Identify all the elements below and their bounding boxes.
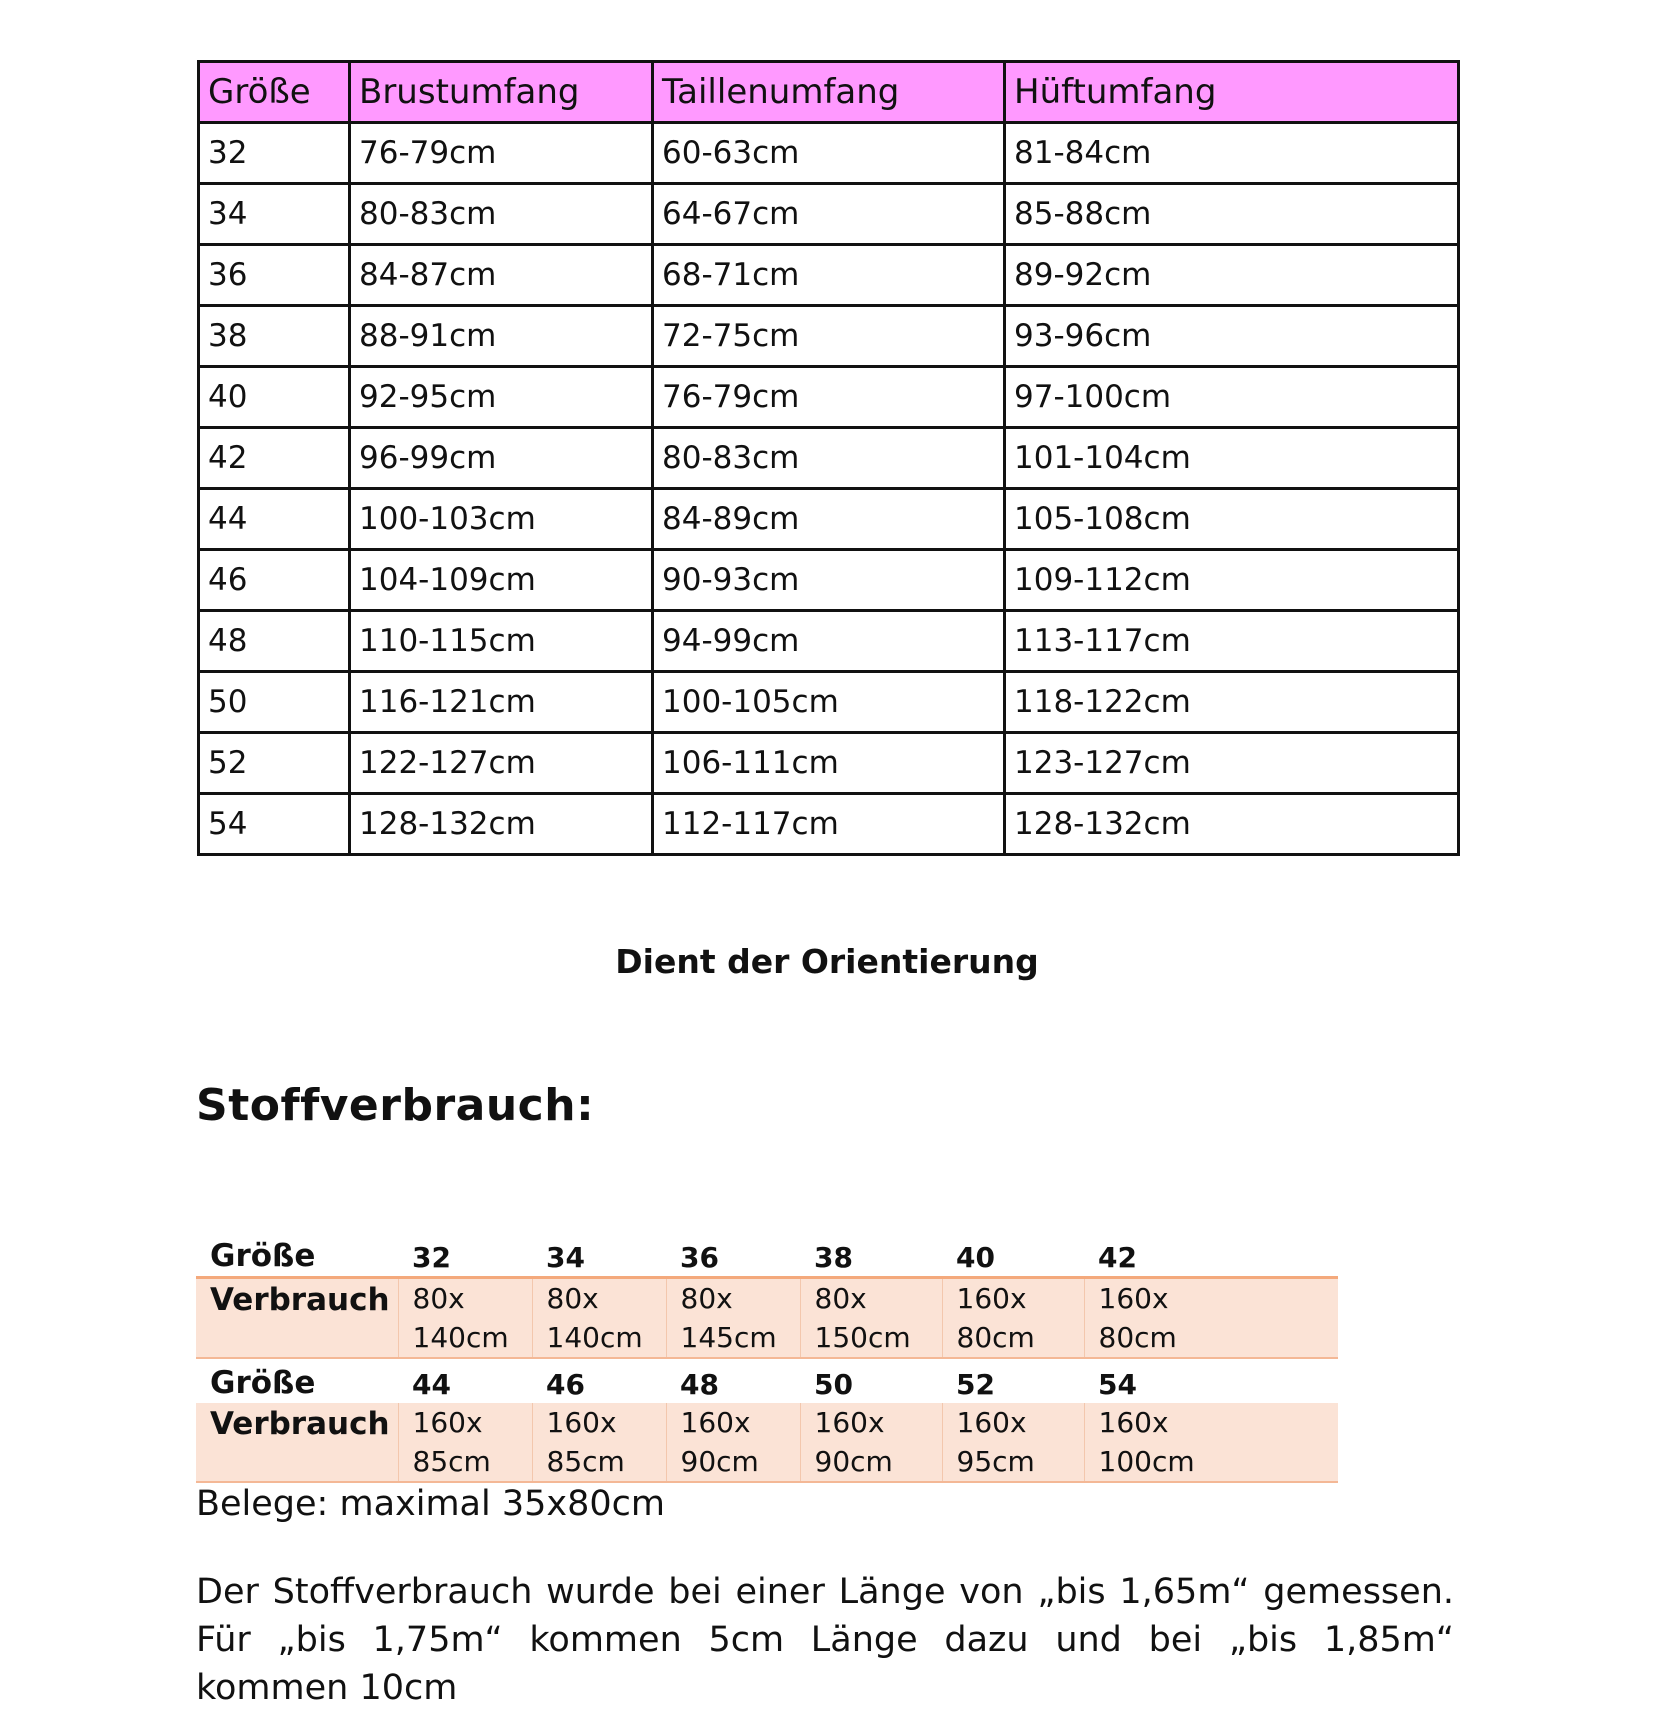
fabric-section-title: Stoffverbrauch:: [196, 1080, 595, 1131]
cell-bust: 116-121cm: [350, 672, 653, 733]
cell-bust: 84-87cm: [350, 245, 653, 306]
fabric-usage-value: [942, 1278, 1084, 1359]
fabric-usage-length: 85cm: [412, 1445, 491, 1478]
size-chart-row: [199, 489, 1459, 550]
fabric-usage-length: 100cm: [1098, 1445, 1195, 1478]
cell-bust: 110-115cm: [350, 611, 653, 672]
fabric-size-value: 54: [1098, 1368, 1137, 1401]
fabric-usage-length: 145cm: [680, 1321, 777, 1354]
cell-waist: 68-71cm: [653, 245, 1005, 306]
fabric-size-value: 32: [398, 1232, 532, 1278]
cell-size: 40: [199, 367, 350, 428]
fabric-usage-value: [1084, 1278, 1338, 1359]
fabric-usage-width: 80x: [680, 1282, 733, 1315]
size-chart-row: [199, 550, 1459, 611]
cell-bust: 96-99cm: [350, 428, 653, 489]
cell-hip: 118-122cm: [1005, 672, 1459, 733]
cell-size: 36: [199, 245, 350, 306]
fabric-usage-length: 90cm: [680, 1445, 759, 1478]
fabric-size-value: 34: [532, 1232, 666, 1278]
fabric-usage-length: 85cm: [546, 1445, 625, 1478]
fabric-size-value: 38: [800, 1232, 942, 1278]
fabric-size-value: 46: [546, 1368, 585, 1401]
cell-waist: 72-75cm: [653, 306, 1005, 367]
cell-hip: 128-132cm: [1005, 794, 1459, 855]
fabric-usage-width: 160x: [1098, 1282, 1169, 1315]
cell-size: 46: [199, 550, 350, 611]
fabric-usage-table: [196, 1232, 1338, 1483]
size-chart-row: [199, 123, 1459, 184]
cell-bust: 100-103cm: [350, 489, 653, 550]
fabric-usage-width: 80x: [546, 1282, 599, 1315]
size-chart-row: [199, 672, 1459, 733]
fabric-usage-length: 140cm: [412, 1321, 509, 1354]
fabric-usage-width: 80x: [412, 1282, 465, 1315]
fabric-usage-value: [532, 1278, 666, 1359]
cell-bust: 128-132cm: [350, 794, 653, 855]
cell-bust: 76-79cm: [350, 123, 653, 184]
fabric-note: Der Stoffverbrauch wurde bei einer Länge von „bis 1,65m“ gemessen. Für „bis 1,75m“ kommen 5cm Länge dazu und bei „bis 1,85m“ kommen 10cm: [196, 1572, 1454, 1708]
cell-bust: 92-95cm: [350, 367, 653, 428]
fabric-usage-value: [666, 1403, 800, 1482]
cell-bust: 88-91cm: [350, 306, 653, 367]
cell-bust: 104-109cm: [350, 550, 653, 611]
cell-hip: 93-96cm: [1005, 306, 1459, 367]
cell-waist: 94-99cm: [653, 611, 1005, 672]
cell-size: 32: [199, 123, 350, 184]
size-chart-row: [199, 611, 1459, 672]
fabric-size-value: 44: [412, 1368, 451, 1401]
fabric-usage-value: [398, 1278, 532, 1359]
cell-waist: 100-105cm: [653, 672, 1005, 733]
cell-size: 38: [199, 306, 350, 367]
size-chart-header-row: [199, 62, 1459, 123]
fabric-usage-width: 160x: [814, 1406, 885, 1439]
size-chart-caption: Dient der Orientierung: [615, 942, 1039, 981]
size-chart-row: [199, 367, 1459, 428]
fabric-size-value: 42: [1084, 1232, 1338, 1278]
fabric-usage-width: 80x: [814, 1282, 867, 1315]
size-chart-row: [199, 733, 1459, 794]
cell-waist: 64-67cm: [653, 184, 1005, 245]
size-chart-row: [199, 184, 1459, 245]
fabric-size-label: Größe: [196, 1232, 398, 1278]
fabric-usage-width: 160x: [1098, 1406, 1169, 1439]
fabric-usage-width: 160x: [956, 1406, 1027, 1439]
cell-size: 34: [199, 184, 350, 245]
cell-size: 50: [199, 672, 350, 733]
fabric-size-value: 50: [814, 1368, 853, 1401]
cell-size: 52: [199, 733, 350, 794]
cell-waist: 112-117cm: [653, 794, 1005, 855]
cell-hip: 101-104cm: [1005, 428, 1459, 489]
fabric-usage-label: Verbrauch: [196, 1403, 398, 1482]
cell-bust: 80-83cm: [350, 184, 653, 245]
fabric-usage-value: [398, 1403, 532, 1482]
size-chart-row: [199, 245, 1459, 306]
fabric-usage-length: 80cm: [1098, 1321, 1177, 1354]
cell-waist: 80-83cm: [653, 428, 1005, 489]
cell-hip: 123-127cm: [1005, 733, 1459, 794]
fabric-usage-value: [666, 1278, 800, 1359]
cell-size: 54: [199, 794, 350, 855]
cell-waist: 90-93cm: [653, 550, 1005, 611]
header-size: Größe: [199, 62, 350, 123]
cell-waist: 60-63cm: [653, 123, 1005, 184]
cell-bust: 122-127cm: [350, 733, 653, 794]
fabric-size-value: 48: [680, 1368, 719, 1401]
cell-waist: 106-111cm: [653, 733, 1005, 794]
fabric-usage-length: 80cm: [956, 1321, 1035, 1354]
cell-hip: 89-92cm: [1005, 245, 1459, 306]
fabric-usage-length: 140cm: [546, 1321, 643, 1354]
size-chart-table: [197, 60, 1460, 856]
cell-waist: 84-89cm: [653, 489, 1005, 550]
fabric-usage-width: 160x: [956, 1282, 1027, 1315]
cell-hip: 85-88cm: [1005, 184, 1459, 245]
fabric-usage-row: [196, 1403, 1338, 1482]
cell-size: 48: [199, 611, 350, 672]
fabric-size-value: 52: [956, 1368, 995, 1401]
fabric-usage-value: [942, 1403, 1084, 1482]
fabric-usage-length: 95cm: [956, 1445, 1035, 1478]
fabric-size-value: 36: [666, 1232, 800, 1278]
fabric-usage-label: Verbrauch: [196, 1278, 398, 1359]
belege-text: Belege: maximal 35x80cm: [196, 1484, 665, 1524]
fabric-usage-length: 90cm: [814, 1445, 893, 1478]
fabric-usage-row: [196, 1278, 1338, 1359]
size-chart-body: [199, 123, 1459, 855]
size-chart-row: [199, 306, 1459, 367]
size-chart-row: [199, 794, 1459, 855]
fabric-size-value: 40: [942, 1232, 1084, 1278]
header-waist: Taillenumfang: [653, 62, 1005, 123]
fabric-size-row: [196, 1358, 1338, 1403]
fabric-size-label: Größe: [210, 1365, 316, 1401]
fabric-usage-value: [1084, 1403, 1338, 1482]
cell-hip: 105-108cm: [1005, 489, 1459, 550]
fabric-size-row: [196, 1232, 1338, 1278]
fabric-usage-length: 150cm: [814, 1321, 911, 1354]
fabric-usage-value: [800, 1403, 942, 1482]
size-chart-row: [199, 428, 1459, 489]
cell-hip: 81-84cm: [1005, 123, 1459, 184]
header-hip: Hüftumfang: [1005, 62, 1459, 123]
cell-size: 42: [199, 428, 350, 489]
cell-hip: 97-100cm: [1005, 367, 1459, 428]
fabric-usage-value: [800, 1278, 942, 1359]
cell-waist: 76-79cm: [653, 367, 1005, 428]
fabric-usage-body: [196, 1232, 1338, 1482]
cell-hip: 113-117cm: [1005, 611, 1459, 672]
fabric-usage-width: 160x: [412, 1406, 483, 1439]
cell-size: 44: [199, 489, 350, 550]
fabric-usage-width: 160x: [680, 1406, 751, 1439]
fabric-usage-width: 160x: [546, 1406, 617, 1439]
cell-hip: 109-112cm: [1005, 550, 1459, 611]
fabric-usage-value: [532, 1403, 666, 1482]
header-bust: Brustumfang: [350, 62, 653, 123]
